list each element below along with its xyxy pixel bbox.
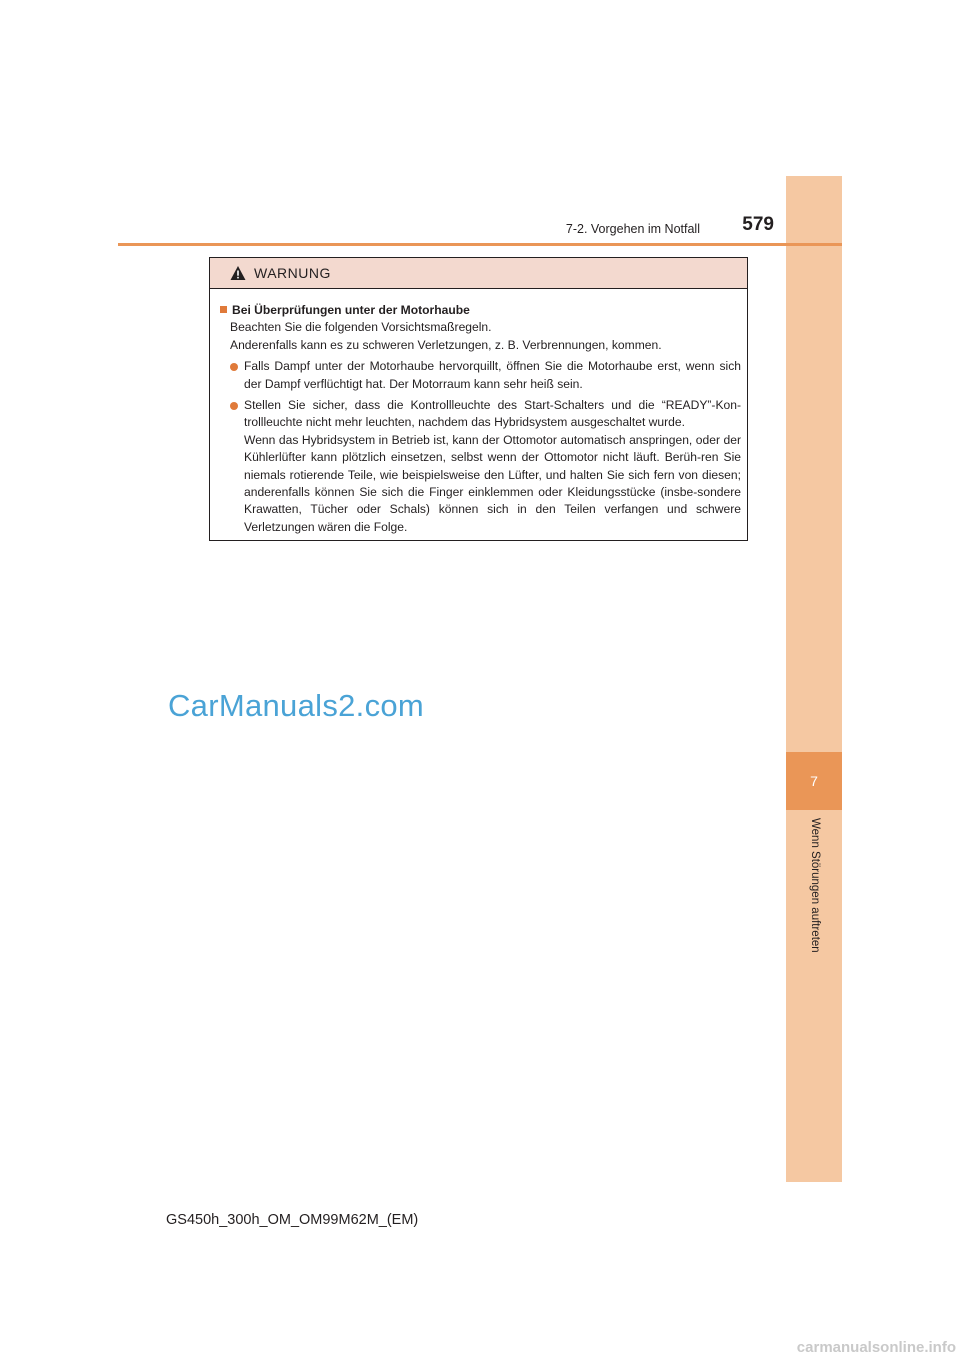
- chapter-side-tab: [786, 176, 842, 1182]
- bullet-text: Falls Dampf unter der Motorhaube hervorquillt, öffnen Sie die Motorhaube erst, wenn sich der Dampf verflüchtigt hat. Der Motorraum kann sehr heiß sein.: [244, 359, 741, 391]
- warning-heading-row: [220, 302, 741, 319]
- round-bullet-icon: [230, 402, 238, 410]
- warning-header: [210, 258, 747, 289]
- chapter-label: Wenn Störungen auftreten: [809, 818, 821, 953]
- header-rule: [118, 243, 842, 246]
- warning-title: WARNUNG: [254, 265, 331, 281]
- carmanuals-watermark: CarManuals2.com: [168, 688, 425, 723]
- bullet-text-first: Stellen Sie sicher, dass die Kontrollleuchte des Start-Schalters und die “READY”-Kon-trollleuchte nicht mehr leuchten, nachdem das Hybridsystem ausgeschaltet wurde.: [244, 398, 741, 430]
- warning-intro-line2: Anderenfalls kann es zu schweren Verletzungen, z. B. Verbrennungen, kommen.: [230, 337, 662, 352]
- online-watermark: carmanualsonline.info: [796, 1339, 956, 1356]
- round-bullet-icon: [230, 363, 238, 371]
- document-code: GS450h_300h_OM_OM99M62M_(EM): [166, 1212, 419, 1228]
- bullet-text-continuation: Wenn das Hybridsystem in Betrieb ist, kann der Ottomotor automatisch anspringen, oder der Kühlerlüfter kann plötzlich einsetzen, selbst wenn der Ottomotor nicht läuft. Berüh-ren Sie niemals rotierende Teile, wie beispielsweise den Lüfter, und halten Sie sich fern von diesen; anderenfalls können Sie sich die Finger einklemmen oder Kleidungsstücke (insbe-sondere Krawatten, Tücher oder Schals) können sich in den Teilen verfangen und schwere Verletzungen wären die Folge.: [244, 432, 741, 534]
- chapter-number: 7: [786, 752, 842, 810]
- warning-triangle-icon: [230, 265, 246, 281]
- bullet-text: [244, 397, 741, 536]
- warning-bullet-1: [230, 358, 741, 393]
- warning-box: [209, 257, 748, 541]
- square-bullet-icon: [220, 306, 227, 313]
- warning-body: [210, 289, 747, 536]
- warning-intro-line1: Beachten Sie die folgenden Vorsichtsmaßregeln.: [230, 320, 492, 335]
- warning-bullet-2: [230, 397, 741, 536]
- page-number: 579: [742, 214, 774, 235]
- section-title: 7-2. Vorgehen im Notfall: [565, 222, 700, 236]
- warning-heading: Bei Überprüfungen unter der Motorhaube: [232, 303, 470, 317]
